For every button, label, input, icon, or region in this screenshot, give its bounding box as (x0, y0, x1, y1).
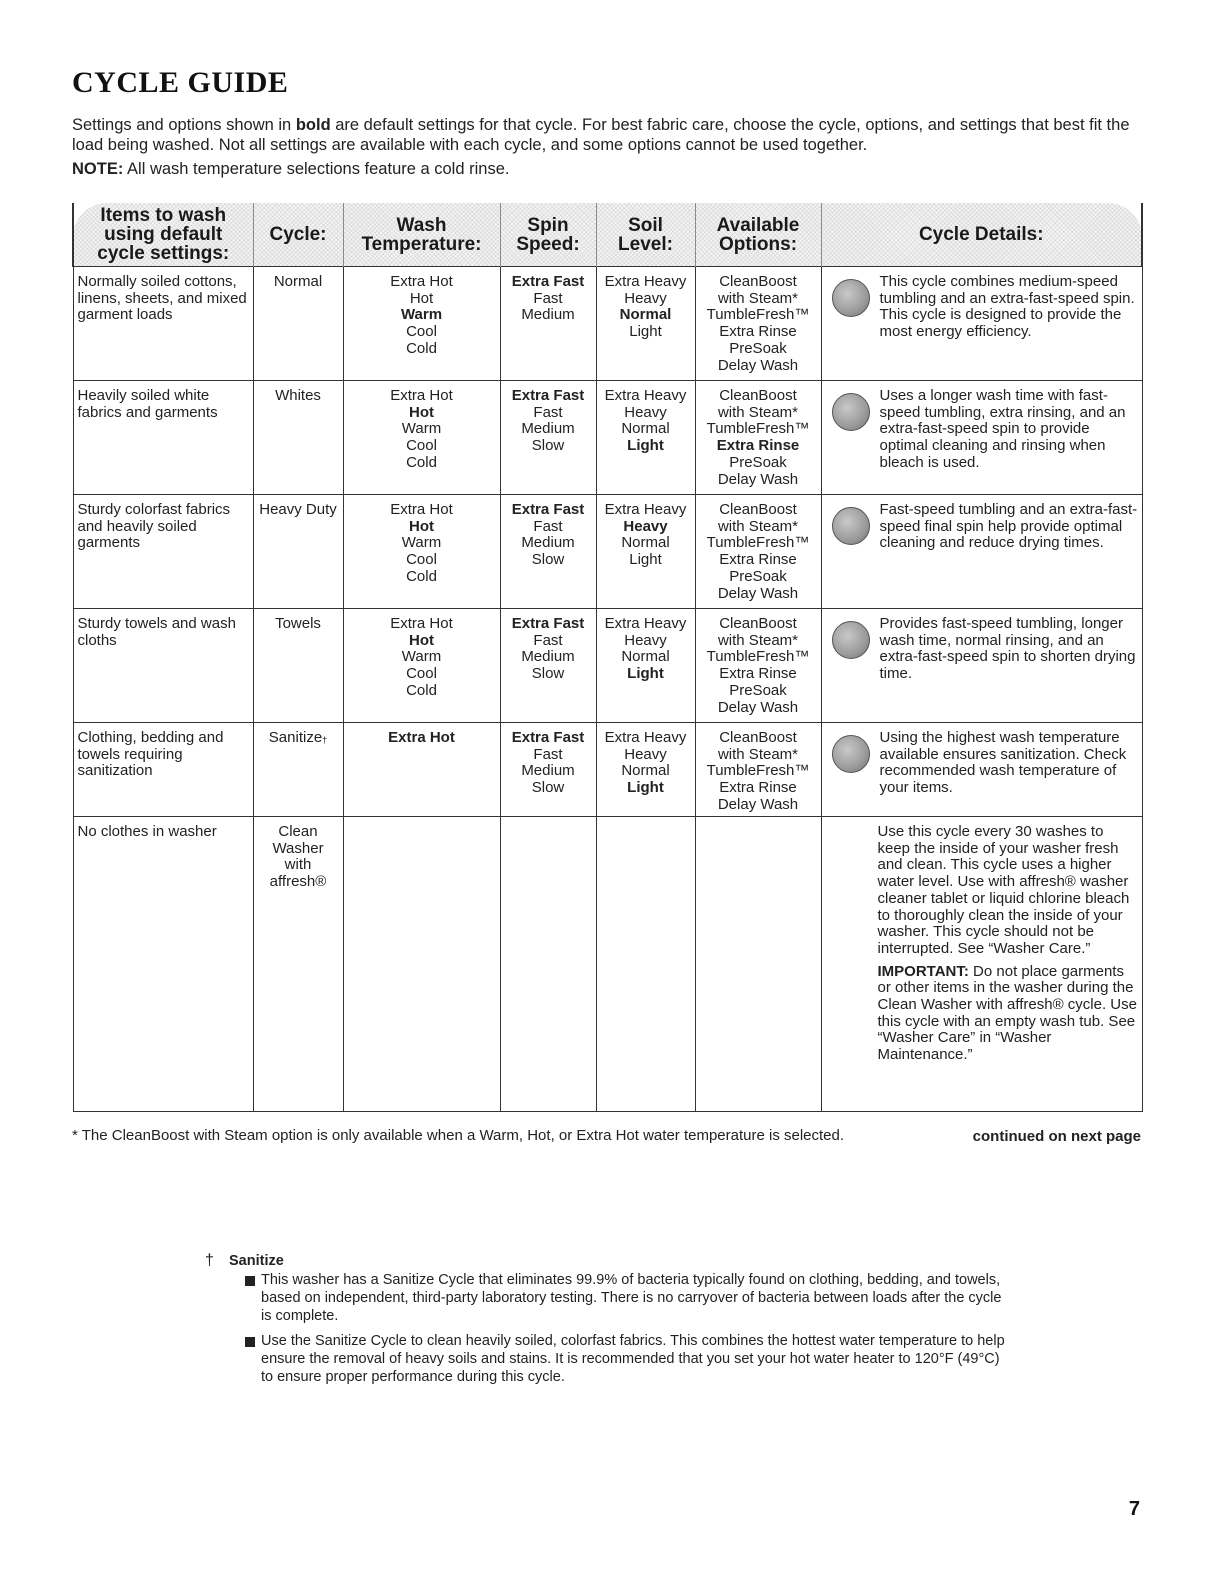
cell-value: PreSoak (729, 339, 787, 357)
cycle-name-text: Clean Washer with affresh® (269, 823, 327, 891)
cell-value: Hot (409, 631, 434, 649)
detail-text (878, 824, 1138, 1070)
cell-value: Normal (621, 762, 670, 780)
sanitize-heading-text: Sanitize (229, 1253, 284, 1269)
important-text: Do not place garments or other items in the washer during the Clean Washer with affresh® cycle. Use this cycle with an empty wash tub. See “Washer Care” in “Washer Maintenance.” (877, 962, 1137, 1064)
page-number: 7 (1128, 1498, 1140, 1520)
header-available-options: Available Options: (695, 203, 821, 267)
cycle-guide-table (72, 203, 1143, 1112)
cell-value: Cool (406, 437, 437, 455)
sanitize-bullet (205, 1271, 1005, 1325)
header-cycle-details: Cycle Details: (821, 203, 1142, 267)
cell-value: Normal (619, 306, 672, 324)
intro-bold-word: bold (295, 116, 331, 134)
sanitize-footnote (205, 1252, 1005, 1393)
cell-value: Slow (531, 551, 565, 569)
detail-paragraph: Using the highest wash temperature available ensures sanitization. Check recommended wash temperature of your items. (879, 729, 1127, 797)
cycle-dial-icon (832, 393, 870, 431)
cell-value: Delay Wash (717, 470, 799, 488)
cycle-name (253, 267, 343, 381)
cell-value: Cool (406, 551, 437, 569)
cell-value: Extra Fast (511, 501, 585, 518)
cell-value: Heavy (624, 403, 667, 421)
cell-value: Delay Wash (717, 356, 799, 374)
continued-notice: continued on next page (972, 1128, 1141, 1145)
cell-value: Extra Rinse (719, 665, 797, 683)
cycle-details (821, 495, 1142, 609)
cell-value: PreSoak (729, 453, 787, 471)
available-options (695, 381, 821, 495)
detail-text (880, 388, 1138, 478)
load-description: Normally soiled cottons, linens, sheets, and mixed garment loads (73, 267, 253, 381)
cell-value: Extra Heavy (604, 729, 687, 746)
table-row (73, 817, 1142, 1112)
table-row (73, 267, 1142, 381)
table-header-row (73, 203, 1142, 267)
cell-value: PreSoak (729, 681, 787, 699)
cell-value: Delay Wash (717, 795, 799, 813)
soil-levels (596, 817, 695, 1112)
cycle-details (821, 817, 1142, 1112)
available-options (695, 609, 821, 723)
soil-levels (596, 609, 695, 723)
cell-value: Extra Fast (511, 387, 585, 404)
cell-value: Normal (621, 648, 670, 666)
spin-speeds (500, 817, 596, 1112)
cell-value: Extra Hot (390, 615, 453, 632)
cycle-dial-icon (832, 507, 870, 545)
detail-paragraph: Fast-speed tumbling and an extra-fast-speed final spin help provide optimal cleaning and reduce drying times. (879, 501, 1138, 552)
cell-value: Normal (621, 534, 670, 552)
cycle-details (821, 381, 1142, 495)
important-label: IMPORTANT: (877, 962, 969, 980)
detail-paragraph: This cycle combines medium-speed tumbling and an extra-fast-speed spin. This cycle is designed to provide the most energy efficiency. (879, 273, 1135, 341)
cell-value: PreSoak (729, 567, 787, 585)
cell-value: Hot (409, 289, 434, 307)
header-soil-level: Soil Level: (596, 203, 695, 267)
cycle-details (821, 609, 1142, 723)
table-row (73, 381, 1142, 495)
load-description: Heavily soiled white fabrics and garments (73, 381, 253, 495)
cell-value: Fast (533, 517, 563, 535)
sanitize-bullet-text: This washer has a Sanitize Cycle that eliminates 99.9% of bacteria typically found on clothing, bedding, and towels, based on independent, third-party laboratory testing. There is no carryover of bacteria between loads after the cycle is complete. (261, 1272, 1002, 1324)
dagger-mark: † (322, 735, 328, 745)
cell-value: Warm (400, 306, 443, 324)
header-items-to-wash: Items to wash using default cycle settings: (73, 203, 253, 267)
cell-value: Extra Heavy (604, 273, 687, 290)
spin-speeds (500, 723, 596, 817)
cell-value: with Steam* (717, 517, 799, 535)
cell-value: Medium (521, 762, 575, 780)
cell-value: Hot (409, 403, 434, 421)
cell-value: Fast (533, 289, 563, 307)
cell-value: TumbleFresh™ (706, 306, 810, 324)
cell-value: Cold (406, 339, 437, 357)
cell-value: Warm (401, 648, 442, 666)
cycle-name-text: Normal (273, 273, 323, 290)
spin-speeds (500, 495, 596, 609)
cycle-name (253, 817, 343, 1112)
cycle-details (821, 723, 1142, 817)
steam-footnote: * The CleanBoost with Steam option is only available when a Warm, Hot, or Extra Hot water temperature is selected. (72, 1127, 845, 1144)
available-options (695, 267, 821, 381)
soil-levels (596, 495, 695, 609)
detail-text (880, 502, 1138, 558)
bullet-square-icon (245, 1337, 255, 1347)
cell-value: Medium (521, 534, 575, 552)
cell-value: Warm (401, 534, 442, 552)
cell-value: Heavy (623, 517, 668, 535)
cycle-details (821, 267, 1142, 381)
available-options (695, 723, 821, 817)
cell-value: Extra Fast (511, 273, 585, 290)
cell-value: Light (627, 665, 664, 683)
detail-text (880, 730, 1138, 803)
cell-value: Light (629, 551, 662, 569)
load-description: Sturdy towels and wash cloths (73, 609, 253, 723)
cycle-dial-icon (832, 621, 870, 659)
bullet-square-icon (245, 1276, 255, 1286)
note-line (72, 159, 509, 179)
wash-temperatures (343, 381, 500, 495)
spin-speeds (500, 381, 596, 495)
wash-temperatures (343, 723, 500, 817)
cell-value: Extra Rinse (719, 323, 797, 341)
cell-value: Light (627, 779, 664, 797)
detail-paragraph: Uses a longer wash time with fast-speed tumbling, extra rinsing, and an extra-fast-speed spin to provide optimal cleaning and rinsing when bleach is used. (879, 387, 1126, 471)
table-row (73, 609, 1142, 723)
cell-value: Extra Hot (390, 273, 453, 290)
intro-text-before: Settings and options shown in (72, 116, 296, 134)
cell-value: Normal (621, 420, 670, 438)
cell-value: with Steam* (717, 631, 799, 649)
cell-value: Extra Rinse (719, 551, 797, 569)
load-description: No clothes in washer (73, 817, 253, 1112)
cell-value: Delay Wash (717, 698, 799, 716)
cycle-dial-icon (832, 279, 870, 317)
cell-value: Extra Hot (388, 729, 455, 746)
intro-paragraph (72, 115, 1142, 155)
cell-value: TumbleFresh™ (706, 648, 810, 666)
detail-paragraph: Use this cycle every 30 washes to keep the inside of your washer fresh and clean. This cycle uses a higher water level. Use with affresh® washer cleaner tablet or liquid chlorine bleach to thoroughly clean the inside of your washer. This cycle should not be interrupted. See “Washer Care.” (877, 823, 1130, 957)
intro-text-after: are default settings for that cycle. For best fabric care, choose the cycle, options, and settings that best fit the load being washed. Not all settings are available with each cycle, and some options cannot be used together. (72, 116, 1130, 154)
cell-value: CleanBoost (719, 615, 797, 632)
sanitize-heading (205, 1252, 1005, 1270)
cell-value: Slow (531, 665, 565, 683)
cycle-name-text: Sanitize (268, 729, 323, 746)
cell-value: Light (629, 323, 662, 341)
cycle-name (253, 723, 343, 817)
spin-speeds (500, 267, 596, 381)
header-wash-temperature: Wash Temperature: (343, 203, 500, 267)
available-options (695, 817, 821, 1112)
cell-value: Extra Fast (511, 615, 585, 632)
header-cycle: Cycle: (253, 203, 343, 267)
sanitize-bullet (205, 1332, 1005, 1386)
cell-value: Cool (406, 323, 437, 341)
table-row (73, 495, 1142, 609)
cycle-name-text: Whites (275, 387, 321, 404)
cell-value: Medium (521, 306, 575, 324)
wash-temperatures (343, 609, 500, 723)
soil-levels (596, 381, 695, 495)
cell-value: Medium (521, 648, 575, 666)
cycle-name-text: Towels (275, 615, 321, 632)
detail-paragraph: Provides fast-speed tumbling, longer wash time, normal rinsing, and an extra-fast-speed spin to shorten drying time. (879, 615, 1136, 683)
cell-value: Medium (521, 420, 575, 438)
note-text: All wash temperature selections feature a cold rinse. (123, 160, 510, 178)
cell-value: Cold (406, 453, 437, 471)
detail-text (880, 616, 1138, 689)
load-description: Clothing, bedding and towels requiring sanitization (73, 723, 253, 817)
cycle-name-text: Heavy Duty (259, 501, 337, 518)
dagger-mark: † (205, 1252, 214, 1269)
cell-value: CleanBoost (719, 729, 797, 746)
cell-value: Fast (533, 403, 563, 421)
cell-value: Slow (531, 437, 565, 455)
cell-value: TumbleFresh™ (706, 420, 810, 438)
important-paragraph (878, 964, 1138, 1064)
sanitize-bullet-text: Use the Sanitize Cycle to clean heavily soiled, colorfast fabrics. This combines the hottest water temperature to help ensure the removal of heavy soils and stains. It is recommended that you set your hot water heater to 120°F (49°C) to ensure proper performance during this cycle. (261, 1333, 1005, 1385)
cell-value: Extra Heavy (604, 615, 687, 632)
table-body (73, 267, 1142, 1112)
cell-value: CleanBoost (719, 273, 797, 290)
cell-value: Extra Hot (390, 501, 453, 518)
cell-value: Fast (533, 631, 563, 649)
cell-value: Cold (406, 681, 437, 699)
cell-value: CleanBoost (719, 501, 797, 518)
cell-value: Extra Heavy (604, 387, 687, 404)
detail-text (880, 274, 1138, 347)
cell-value: Light (627, 437, 664, 455)
soil-levels (596, 267, 695, 381)
soil-levels (596, 723, 695, 817)
cell-value: Fast (533, 745, 563, 763)
cell-value: Heavy (624, 745, 667, 763)
note-label: NOTE: (72, 160, 124, 178)
spin-speeds (500, 609, 596, 723)
cell-value: with Steam* (717, 289, 799, 307)
wash-temperatures (343, 817, 500, 1112)
cell-value: Slow (531, 779, 565, 797)
cell-value: Extra Hot (390, 387, 453, 404)
table-row (73, 723, 1142, 817)
cell-value: Heavy (624, 631, 667, 649)
cell-value: Cool (406, 665, 437, 683)
header-spin-speed: Spin Speed: (500, 203, 596, 267)
wash-temperatures (343, 495, 500, 609)
cycle-name (253, 609, 343, 723)
cycle-name (253, 381, 343, 495)
page-title: CYCLE GUIDE (72, 66, 289, 99)
cell-value: with Steam* (717, 403, 799, 421)
cell-value: Delay Wash (717, 584, 799, 602)
cell-value: Extra Rinse (719, 779, 797, 797)
cell-value: TumbleFresh™ (706, 534, 810, 552)
cell-value: Warm (401, 420, 442, 438)
cell-value: Heavy (624, 289, 667, 307)
load-description: Sturdy colorfast fabrics and heavily soiled garments (73, 495, 253, 609)
cell-value: Extra Fast (511, 729, 585, 746)
cycle-name (253, 495, 343, 609)
cell-value: Extra Heavy (604, 501, 687, 518)
cell-value: CleanBoost (719, 387, 797, 404)
cell-value: TumbleFresh™ (706, 762, 810, 780)
cell-value: Hot (409, 517, 434, 535)
wash-temperatures (343, 267, 500, 381)
cell-value: Extra Rinse (716, 437, 800, 455)
available-options (695, 495, 821, 609)
cycle-dial-icon (832, 735, 870, 773)
cell-value: Cold (406, 567, 437, 585)
cell-value: with Steam* (717, 745, 799, 763)
